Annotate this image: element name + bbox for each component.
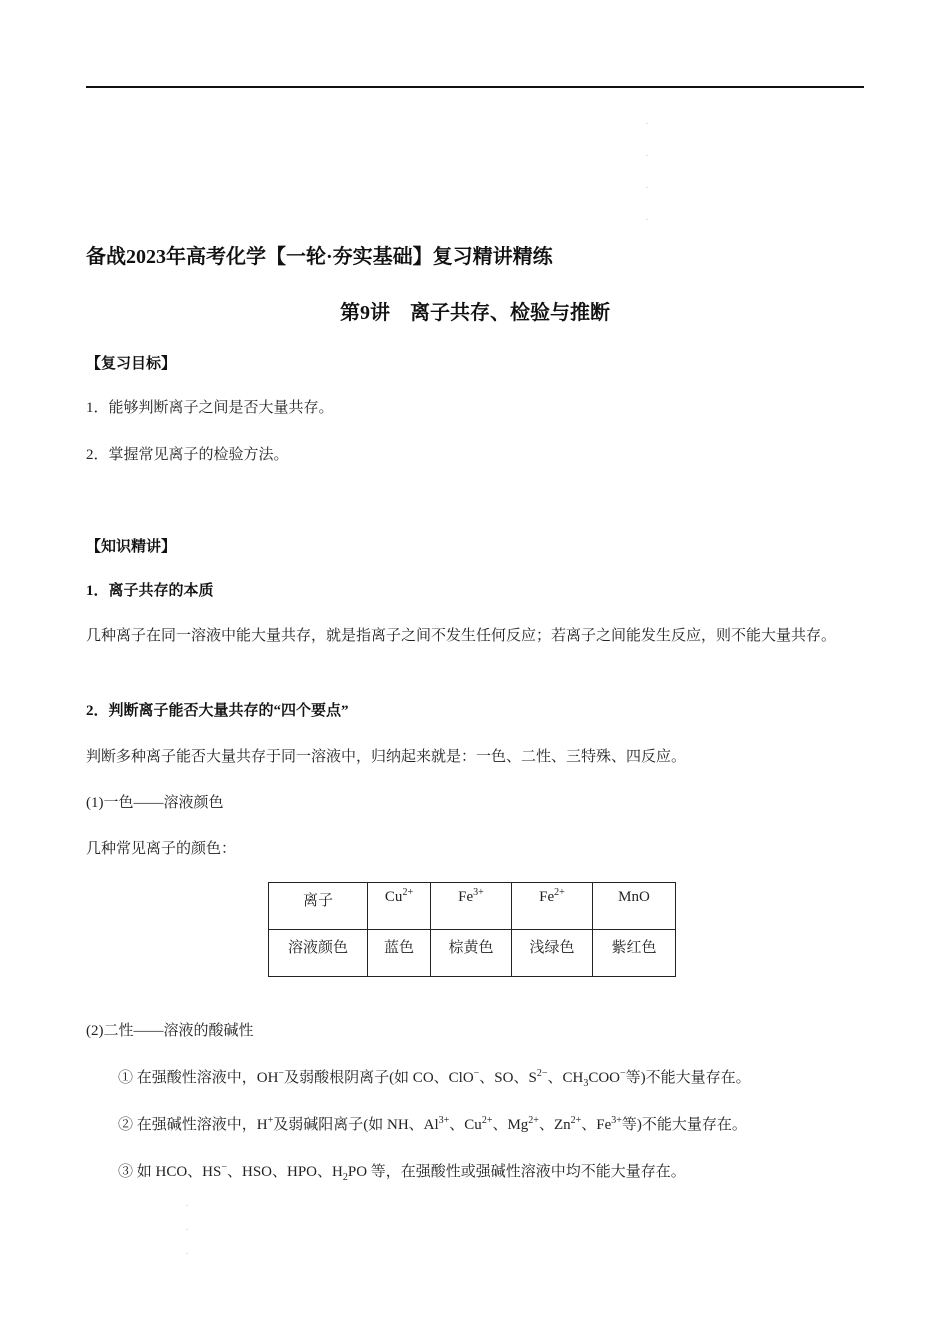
table-cell: 棕黄色	[431, 930, 512, 977]
table-cell: 紫红色	[593, 930, 676, 977]
point-1-heading: (1)一色——溶液颜色	[86, 795, 224, 811]
section-1-title: 1．离子共存的本质	[86, 583, 214, 599]
table-cell: 溶液颜色	[269, 930, 368, 977]
table-row	[269, 930, 676, 977]
section-2-title: 2．判断离子能否大量共存的“四个要点”	[86, 703, 349, 719]
document-title: 备战2023年高考化学【一轮·夯实基础】复习精讲精练	[86, 246, 553, 268]
review-goals-heading: 【复习目标】	[86, 356, 177, 372]
margin-dots-bottom: . . .	[186, 1199, 188, 1256]
goal-item-2: 2．掌握常见离子的检验方法。	[86, 447, 289, 463]
table-cell: 蓝色	[368, 930, 431, 977]
point-1-intro: 几种常见离子的颜色：	[86, 841, 237, 857]
table-cell: $Fe^{3+}$	[431, 883, 512, 930]
acid-base-item-1: ① 在强酸性溶液中，OH−及弱酸根阴离子(如 CO、ClO−、SO、$S^{2-}$、$CH_3COO^-$等)不能大量存在。	[118, 1068, 751, 1089]
table-cell: MnO	[593, 883, 676, 930]
lecture-subtitle: 第9讲 离子共存、检验与推断	[340, 302, 610, 324]
table-row	[269, 883, 676, 930]
header-rule	[86, 86, 864, 88]
section-1-text: 几种离子在同一溶液中能大量共存，就是指离子之间不发生任何反应；若离子之间能发生反应，则不能大量共存。	[86, 628, 837, 644]
goal-item-1: 1．能够判断离子之间是否大量共存。	[86, 400, 334, 416]
section-2-text: 判断多种离子能否大量共存于同一溶液中，归纳起来就是：一色、二性、三特殊、四反应。	[86, 749, 687, 765]
knowledge-heading: 【知识精讲】	[86, 539, 177, 555]
table-cell: 浅绿色	[512, 930, 593, 977]
table-cell: $Fe^{2+}$	[512, 883, 593, 930]
acid-base-item-2: ② 在强碱性溶液中，H+及弱碱阳离子(如 NH、$Al^{3+}$、$Cu^{2+}$、$Mg^{2+}$、$Zn^{2+}$、$Fe^{3+}$等)不能大量存在。	[118, 1115, 747, 1133]
margin-dots-top: . . . .	[646, 117, 648, 222]
point-2-heading: (2)二性——溶液的酸碱性	[86, 1023, 254, 1039]
table-cell: 离子	[269, 883, 368, 930]
table-cell: $Cu^{2+}$	[368, 883, 431, 930]
acid-base-item-3: ③ 如 HCO、HS−、HSO、HPO、$H_2PO$ 等，在强酸性或强碱性溶液中均不能大量存在。	[118, 1162, 686, 1183]
ion-color-table	[268, 882, 676, 977]
